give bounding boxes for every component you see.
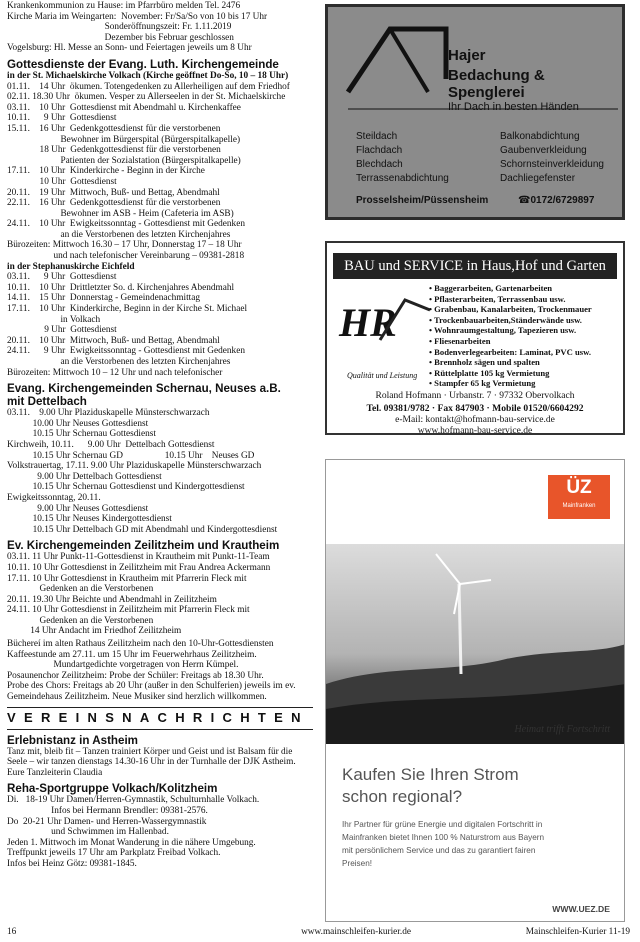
hofmann-services (429, 283, 592, 389)
hofmann-tagline: Qualität und Leistung (347, 371, 418, 380)
divider (7, 707, 313, 708)
text-line: und Schwimmen im Hallenbad. (7, 827, 169, 838)
hajer-list-left (356, 130, 449, 186)
hofmann-email[interactable]: e-Mail: kontakt@hofmann-bau-service.de (395, 415, 555, 425)
bullet-icon: • (429, 304, 435, 315)
service-label: Pflasterarbeiten, Terrassenbau usw. (434, 293, 566, 304)
text-line: 18 Uhr Gedenkgottesdienst für die verstorbenen (7, 145, 221, 156)
text-line: Do 20-21 Uhr Damen- und Herren-Wassergymnastik (7, 816, 207, 827)
text-line: Bewohner im Bürgerspital (Bürgerspitalkapelle) (7, 134, 241, 145)
landscape-photo (326, 544, 625, 744)
text-line: 10.11. 9 Uhr Gottesdienst (7, 113, 117, 124)
hajer-list-right (500, 130, 604, 186)
hofmann-service (429, 368, 592, 379)
ad-hajer (325, 4, 625, 220)
hofmann-service (429, 304, 592, 315)
uez-logo (548, 475, 610, 519)
hajer-service: Gaubenverkleidung (500, 145, 587, 156)
section-heading: VEREINSNACHRICHTEN (7, 709, 309, 725)
text-line: Bewohner im ASB - Heim (Cafeteria im ASB) (7, 208, 234, 219)
text-line: 20.11. 10 Uhr Mittwoch, Buß- und Bettag, Abendmahl (7, 335, 220, 346)
hofmann-address: Roland Hofmann · Urbanstr. 7 · 97332 Obervolkach (375, 391, 575, 401)
text-line: 17.11. 10 Uhr Kinderkirche, Beginn in der Kirche St. Michael (7, 304, 248, 315)
text-line: 9.00 Uhr Dettelbach Gottesdienst (7, 471, 162, 482)
text-line: 17.11. 10 Uhr Gottesdienst in Krautheim mit Pfarrerin Fleck mit (7, 573, 247, 584)
text-line: an die Verstorbenen des letzten Kirchenjahres (7, 357, 231, 367)
text-line: Bürozeiten: Mittwoch 16.30 – 17 Uhr, Donnerstag 17 – 18 Uhr (7, 240, 242, 251)
text-line: Kaffeestunde am 27.11. um 15 Uhr im Feuerwehrhaus Zeilitzheim. (7, 649, 257, 660)
text-line: 10.11. 10 Uhr Gottesdienst in Zeilitzheim mit Frau Andrea Ackermann (7, 562, 271, 573)
page-footer (7, 927, 630, 937)
bullet-icon: • (429, 367, 435, 378)
hajer-service: Dachliegefenster (500, 173, 576, 184)
section-heading: Reha-Sportgruppe Volkach/Kolitzheim (7, 782, 218, 796)
hofmann-web[interactable]: www.hofmann-bau-service.de (417, 426, 533, 436)
bullet-icon: • (429, 314, 435, 325)
hajer-service: Terrassenabdichtung (356, 173, 449, 184)
uez-logo-text: ÜZ (566, 477, 592, 498)
text-line: 24.11. 10 Uhr Ewigkeitssonntag - Gottesdienst mit Gedenken (7, 219, 245, 230)
section-heading: Evang. Kirchengemeinden Schernau, Neuses a.B. (7, 382, 281, 396)
hajer-service: Flachdach (356, 145, 403, 156)
text-line: 10.15 Uhr Neuses Kindergottesdienst (7, 514, 172, 525)
hofmann-service (429, 294, 592, 305)
ad-uez (325, 459, 625, 922)
text-line: 24.11. 10 Uhr Gottesdienst in Zeilitzheim mit Pfarrerin Fleck mit (7, 605, 250, 616)
service-label: Brennholz sägen und spalten (434, 357, 540, 368)
text-line: Tanz mit, bleib fit – Tanzen trainiert Körper und Geist und ist Balsam für die (7, 746, 293, 757)
text-line: Kirchweih, 10.11. 9.00 Uhr Dettelbach Gottesdienst (7, 439, 215, 450)
hajer-name: Hajer (448, 47, 486, 64)
text-line: Sonderöffnungszeit: Fr. 1.11.2019 (7, 22, 232, 33)
service-label: Fliesenarbeiten (434, 335, 491, 346)
text-line: Dezember bis Februar geschlossen (7, 32, 234, 43)
text-line: 10.11. 10 Uhr Drittletzter So. d. Kirchenjahres Abendmahl (7, 282, 235, 293)
service-label: Baggerarbeiten, Gartenarbeiten (434, 283, 553, 293)
text-line: Mundartgedichte vorgetragen von Herrn Kümpel. (7, 660, 239, 671)
text-line: an die Verstorbenen des letzten Kirchenjahres (7, 229, 231, 240)
section-heading: Erlebnistanz in Astheim (7, 733, 138, 747)
service-label: Trockenbauarbeiten,Ständerwände usw. (434, 314, 582, 325)
text-line: Gedenken an die Verstorbenen (7, 584, 154, 595)
hofmann-service (429, 315, 592, 326)
bullet-icon: • (429, 357, 435, 368)
text-line: Probe des Chors: Freitags ab 20 Uhr (außer in den Schulferien) jeweils im ev. (7, 681, 296, 692)
service-label: Stampfer 65 kg Vermietung (434, 378, 536, 389)
page-number: 16 (7, 927, 17, 937)
footer-issue: Mainschleifen-Kurier 11-19 (525, 927, 630, 937)
section-heading: Ev. Kirchengemeinden Zeilitzheim und Krautheim (7, 539, 280, 553)
text-line: 14.11. 15 Uhr Donnerstag - Gemeindenachmittag (7, 293, 201, 304)
service-label: Wohnraumgestaltung, Tapezieren usw. (434, 325, 577, 336)
text-line: 9 Uhr Gottesdienst (7, 325, 117, 336)
bullet-icon: • (429, 346, 435, 357)
text-line: Jeden 1. Mittwoch im Monat Wanderung in die nähere Umgebung. (7, 837, 256, 848)
text-line: 03.11. 9 Uhr Gottesdienst (7, 272, 117, 283)
text-line: Kirche Maria im Weingarten: November: Fr/Sa/So von 10 bis 17 Uhr (7, 11, 268, 22)
section-heading: mit Dettelbach (7, 395, 87, 409)
hofmann-service (429, 347, 592, 358)
text-line: Gemeindehaus Zeilitzheim. Neue Musiker sind herzlich willkommen. (7, 692, 267, 703)
section-heading: Gottesdienste der Evang. Luth. Kirchengemeinde (7, 57, 279, 71)
text-line: 10.15 Uhr Schernau Gottesdienst (7, 429, 156, 440)
bullet-icon: • (429, 378, 435, 389)
divider (7, 729, 313, 730)
hofmann-service (429, 336, 592, 347)
text-line: 22.11. 16 Uhr Gedenkgottesdienst für die verstorbenen (7, 198, 221, 209)
text-line: 9.00 Uhr Neuses Gottesdienst (7, 503, 149, 514)
text-line: 20.11. 19.30 Uhr Beichte und Abendmahl in Zeilitzheim (7, 594, 217, 605)
text-line: Patienten der Sozialstation (Bürgerspitalkapelle) (7, 155, 241, 166)
text-line: in Volkach (7, 314, 101, 325)
text-line: 03.11. 11 Uhr Punkt-11-Gottesdienst in Krautheim mit Punkt-11-Team (7, 552, 270, 563)
service-label: Rüttelplatte 105 kg Vermietung (434, 367, 550, 378)
hajer-service: Balkonabdichtung (500, 131, 580, 142)
text-line: Eure Tanzleiterin Claudia (7, 767, 103, 778)
text-line: 03.11. 9.00 Uhr Plaziduskapelle Münsterschwarzach (7, 408, 210, 419)
text-line: in der Stephanuskirche Eichfeld (7, 261, 135, 272)
text-line: Infos bei Hermann Brendler: 09381-2576. (7, 806, 208, 816)
hajer-service: Steildach (356, 131, 398, 142)
ad-hofmann (325, 241, 625, 435)
hofmann-service (429, 325, 592, 336)
service-label: Bodenverlegearbeiten: Laminat, PVC usw. (434, 346, 591, 357)
text-line: 10.15 Uhr Schernau GD 10.15 Uhr Neuses GD (7, 450, 255, 461)
hajer-town: Prosselsheim/Püssensheim (356, 195, 489, 206)
uez-body: Ihr Partner für grüne Energie und digitalen Fortschritt in Mainfranken bietet Ihnen 100 % Naturstrom aus Bayern mit persönlichem Service und das zu garantiert fairen Preisen! (342, 820, 545, 868)
hofmann-title: BAU und SERVICE in Haus,Hof und Garten (333, 253, 617, 279)
text-line: 02.11. 18.30 Uhr ökumen. Vesper zu Allerseelen in der St. Michaelskirche (7, 92, 286, 103)
text-line: Seele – wir tanzen dienstags 14.30-16 Uhr in der Turnhalle der DJK Astheim. (7, 757, 296, 768)
text-line: Infos bei Heinz Götz: 09381-1845. (7, 858, 137, 869)
hofmann-service (429, 283, 592, 294)
uez-headline-1: Kaufen Sie Ihren Strom (342, 765, 519, 784)
text-line: Posaunenchor Zeilitzheim: Probe der Schüler: Freitags ab 18.30 Uhr. (7, 670, 264, 681)
uez-web[interactable]: WWW.UEZ.DE (552, 904, 610, 914)
text-line: 17.11. 10 Uhr Kinderkirche - Beginn in der Kirche (7, 166, 205, 177)
text-line: Di. 18-19 Uhr Damen/Herren-Gymnastik, Schulturnhalle Volkach. (7, 795, 260, 806)
text-line: Bürozeiten: Mittwoch 10 – 12 Uhr und nach telefonischer (7, 367, 223, 378)
hajer-phone: ☎0172/6729897 (518, 195, 595, 206)
text-line: 10 Uhr Gottesdienst (7, 176, 117, 187)
hofmann-tel: Tel. 09381/9782 · Fax 847903 · Mobile 01520/6604292 (366, 403, 584, 414)
text-line: und nach telefonischer Vereinbarung – 09381-2818 (7, 251, 245, 262)
hajer-service: Schornsteinverkleidung (500, 159, 604, 170)
wind-turbine-icon (459, 584, 461, 674)
uez-region: Mainfranken (562, 503, 596, 509)
text-line: 15.11. 16 Uhr Gedenkgottesdienst für die verstorbenen (7, 123, 221, 134)
text-line: Büchereí im alten Rathaus Zeilitzheim nach den 10-Uhr-Gottesdiensten (7, 639, 274, 650)
text-line: Treffpunkt jeweils 17 Uhr am Parkplatz Freibad Volkach. (7, 848, 221, 859)
left-column (7, 1, 313, 921)
text-line: 03.11. 10 Uhr Gottesdienst mit Abendmahl u. Kirchenkaffee (7, 102, 241, 113)
bullet-icon: • (429, 293, 435, 304)
text-line: Gedenken an die Verstorbenen (7, 615, 154, 626)
uez-headline-2: schon regional? (342, 787, 463, 806)
excavator-icon (375, 295, 435, 345)
hajer-slogan: Ihr Dach in besten Händen (448, 101, 579, 113)
text-line: 10.00 Uhr Neuses Gottesdienst (7, 418, 149, 429)
uez-script: Heimat trifft Fortschritt (514, 724, 610, 735)
hofmann-service (429, 378, 592, 389)
hr-logo-icon: HR (339, 300, 397, 345)
text-line: 10.15 Uhr Dettelbach GD mit Abendmahl und Kindergottesdienst (7, 524, 278, 535)
text-line: 20.11. 19 Uhr Mittwoch, Buß- und Bettag, Abendmahl (7, 187, 220, 198)
text-line: 14 Uhr Andacht im Friedhof Zeilitzheim (7, 626, 182, 637)
text-line: 01.11. 14 Uhr ökumen. Totengedenken zu Allerheiligen auf dem Friedhof (7, 81, 290, 92)
text-line: Vogelsburg: Hl. Messe an Sonn- und Feiertagen jeweils um 8 Uhr (7, 43, 252, 54)
text-line: Krankenkommunion zu Hause: im Pfarrbüro melden Tel. 2476 (7, 1, 241, 11)
bullet-icon: • (429, 335, 435, 346)
bullet-icon: • (429, 283, 435, 293)
hajer-service: Blechdach (356, 159, 403, 170)
text-line: 10.15 Uhr Schernau Gottesdienst und Kindergottesdienst (7, 482, 245, 493)
hajer-subtitle: Bedachung & Spenglerei (448, 67, 545, 101)
text-line: Ewigkeitssonntag, 20.11. (7, 492, 101, 503)
text-line: Volkstrauertag, 17.11. 9.00 Uhr Plaziduskapelle Münsterschwarzach (7, 461, 262, 472)
footer-url[interactable]: www.mainschleifen-kurier.de (301, 927, 411, 937)
hofmann-service (429, 357, 592, 368)
text-line: in der St. Michaelskirche Volkach (Kirche geöffnet Do-So, 10 – 18 Uhr) (7, 70, 289, 81)
text-line: 24.11. 9 Uhr Ewigkeitssonntag - Gottesdienst mit Gedenken (7, 346, 245, 357)
service-label: Grabenbau, Kanalarbeiten, Trockenmauer (434, 304, 592, 315)
bullet-icon: • (429, 325, 435, 336)
